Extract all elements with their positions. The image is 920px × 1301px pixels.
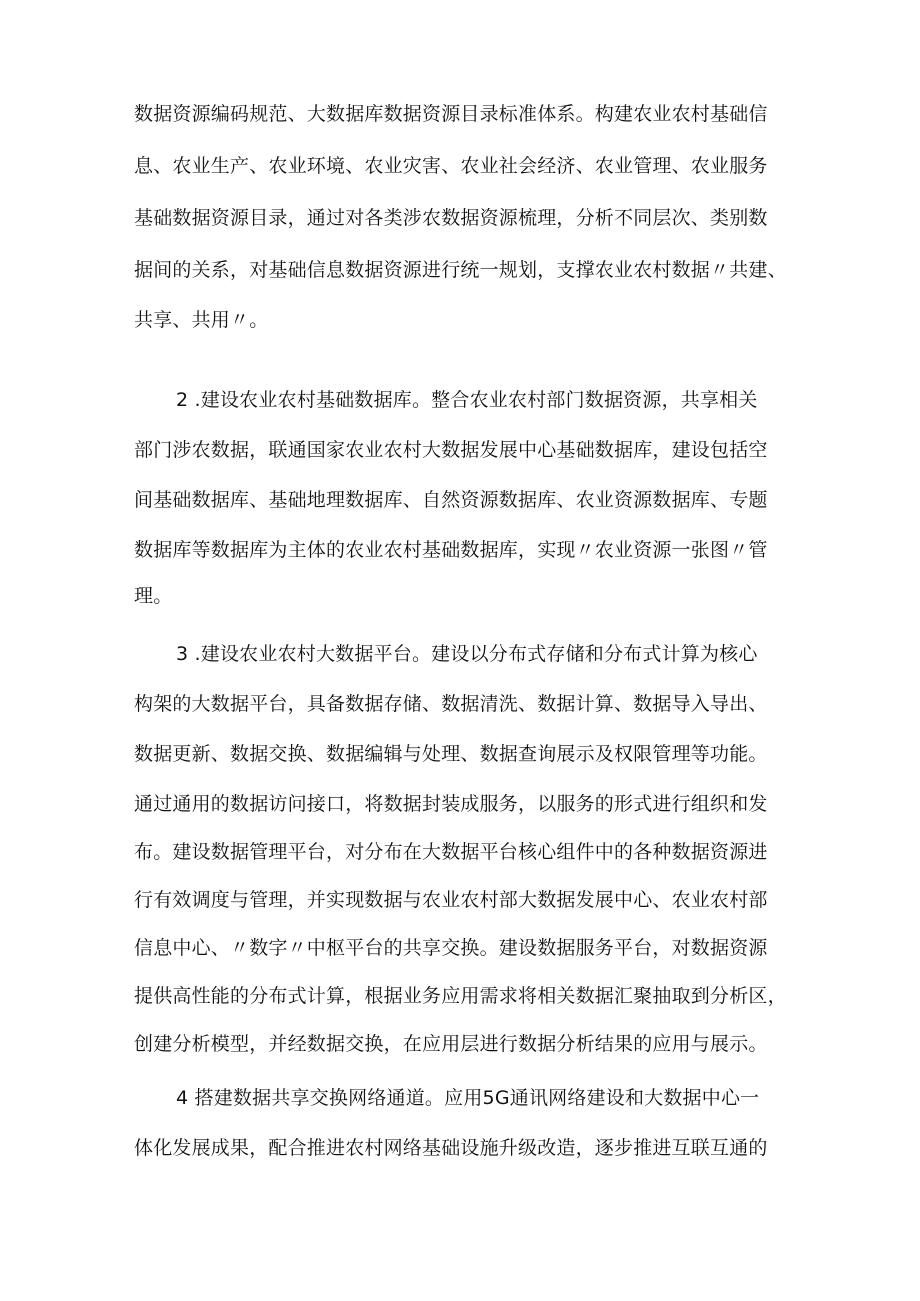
line-text: 信息中心、〃数字〃中枢平台的共享交换。建设数据服务平台，对数据资源 <box>134 937 768 959</box>
text-line <box>0 790 920 818</box>
text-line <box>0 306 920 334</box>
text-line <box>0 1030 920 1058</box>
line-text: 创建分析模型，并经数据交换，在应用层进行数据分析结果的应用与展示。 <box>134 1033 768 1055</box>
line-text: 4 搭建数据共享交换网络通道。应用5G通讯网络建设和大数据中心一 <box>176 1087 760 1109</box>
line-text: 体化发展成果，配合推进农村网络基础设施升级改造，逐步推进互联互通的 <box>134 1137 768 1159</box>
text-line <box>0 152 920 180</box>
text-line <box>0 982 920 1010</box>
line-text: 2 .建设农业农村基础数据库。整合农业农村部门数据资源，共享相关 <box>176 389 758 411</box>
text-line <box>0 204 920 232</box>
line-text: 通过通用的数据访问接口，将数据封装成服务，以服务的形式进行组织和发 <box>134 793 768 815</box>
text-line <box>0 838 920 866</box>
text-line <box>0 886 920 914</box>
line-text: 基础数据资源目录，通过对各类涉农数据资源梳理，分析不同层次、类别数 <box>134 207 768 229</box>
text-line <box>0 100 920 128</box>
line-text: 布。建设数据管理平台，对分布在大数据平台核心组件中的各种数据资源进 <box>134 841 768 863</box>
line-text: 构架的大数据平台，具备数据存储、数据清洗、数据计算、数据导入导出、 <box>134 693 768 715</box>
line-text: 共享、共用〃。 <box>134 309 269 331</box>
text-line <box>0 386 920 414</box>
text-line <box>0 436 920 464</box>
text-line <box>0 1084 920 1112</box>
text-line <box>0 690 920 718</box>
line-text: 理。 <box>134 585 173 607</box>
text-line <box>0 740 920 768</box>
text-line <box>0 536 920 564</box>
line-text: 数据库等数据库为主体的农业农村基础数据库，实现〃农业资源一张图〃管 <box>134 539 768 561</box>
line-text: 部门涉农数据，联通国家农业农村大数据发展中心基础数据库，建设包括空 <box>134 439 768 461</box>
line-text: 间基础数据库、基础地理数据库、自然资源数据库、农业资源数据库、专题 <box>134 489 768 511</box>
line-text: 数据资源编码规范、大数据库数据资源目录标准体系。构建农业农村基础信 <box>134 103 768 125</box>
line-text: 3 .建设农业农村大数据平台。建设以分布式存储和分布式计算为核心 <box>176 643 758 665</box>
text-line <box>0 1134 920 1162</box>
line-text: 提供高性能的分布式计算，根据业务应用需求将相关数据汇聚抽取到分析区， <box>134 985 787 1007</box>
line-text: 数据更新、数据交换、数据编辑与处理、数据查询展示及权限管理等功能。 <box>134 743 768 765</box>
text-line <box>0 640 920 668</box>
text-line <box>0 582 920 610</box>
text-line <box>0 256 920 284</box>
text-line <box>0 486 920 514</box>
text-line <box>0 934 920 962</box>
line-text: 据间的关系，对基础信息数据资源进行统一规划，支撑农业农村数据〃共建、 <box>134 259 787 281</box>
line-text: 息、农业生产、农业环境、农业灾害、农业社会经济、农业管理、农业服务 <box>134 155 768 177</box>
line-text: 行有效调度与管理，并实现数据与农业农村部大数据发展中心、农业农村部 <box>134 889 768 911</box>
